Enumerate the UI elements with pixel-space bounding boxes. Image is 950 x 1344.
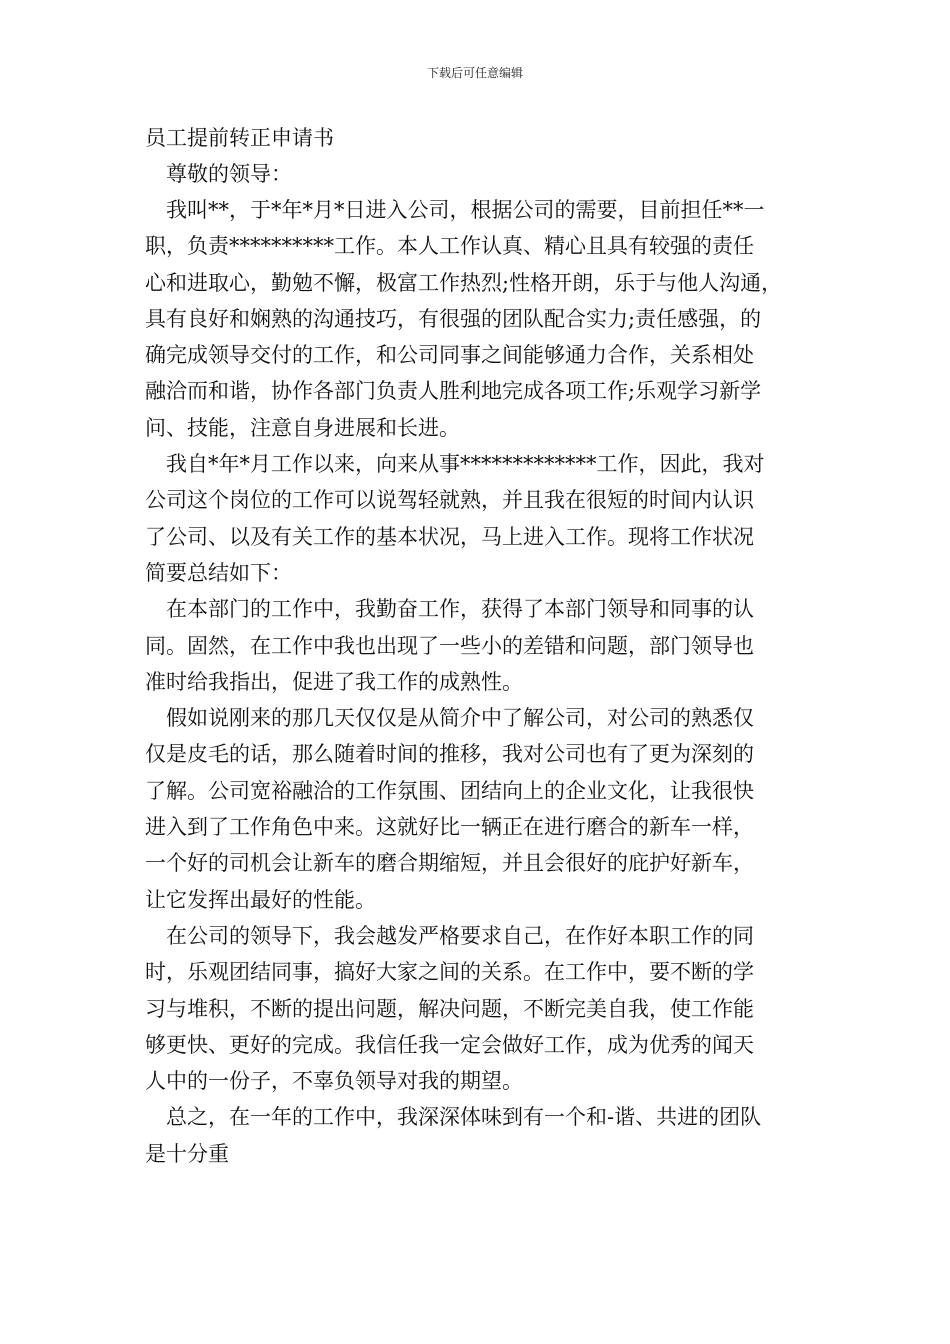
paragraph-line: 在公司的领导下，我会越发严格要求自己，在作好本职工作的同 <box>166 923 754 948</box>
paragraph <box>145 446 825 591</box>
paragraph-line: 我叫**，于*年*月*日进入公司，根据公司的需要，目前担任**一 <box>166 198 765 222</box>
paragraph <box>145 918 825 1099</box>
paragraph <box>145 591 825 700</box>
paragraph-line: 进入到了工作角色中来。这就好比一辆正在进行磨合的新车一样， <box>145 815 754 840</box>
paragraph-line: 我自*年*月工作以来，向来从事*************工作，因此，我对 <box>166 452 765 477</box>
paragraph-line: 让它发挥出最好的性能。 <box>145 887 376 912</box>
paragraph-line: 是十分重 <box>145 1141 229 1166</box>
paragraph-line: 时，乐观团结同事，搞好大家之间的关系。在工作中，要不断的学 <box>145 960 754 985</box>
paragraph-line: 了公司、以及有关工作的基本状况，马上进入工作。现将工作状况 <box>145 524 754 549</box>
paragraph-line: 心和进取心，勤勉不懈，极富工作热烈;性格开朗，乐于与他人沟通， <box>145 270 783 295</box>
paragraph-line: 够更快、更好的完成。我信任我一定会做好工作，成为优秀的闻天 <box>145 1032 754 1057</box>
paragraph-line: 职，负责**********工作。本人工作认真、精心且具有较强的责任 <box>145 234 754 259</box>
paragraph-line: 习与堆积，不断的提出问题，解决问题，不断完美自我，使工作能 <box>145 996 754 1021</box>
paragraph-line: 简要总结如下： <box>145 560 292 585</box>
paragraph-line: 准时给我指出，促进了我工作的成熟性。 <box>145 669 523 694</box>
paragraph-line: 一个好的司机会让新车的磨合期缩短，并且会很好的庇护好新车， <box>145 851 754 876</box>
salutation: 尊敬的领导： <box>166 162 292 186</box>
header-note: 下载后可任意编辑 <box>426 66 523 80</box>
paragraph-line: 同。固然，在工作中我也出现了一些小的差错和问题，部门领导也 <box>145 633 754 658</box>
paragraph <box>145 192 825 446</box>
document-title: 员工提前转正申请书 <box>145 126 334 150</box>
paragraph <box>145 700 825 918</box>
paragraph-line: 公司这个岗位的工作可以说驾轻就熟，并且我在很短的时间内认识 <box>145 488 754 513</box>
paragraph-line: 总之，在一年的工作中，我深深体味到有一个和-谐、共进的团队 <box>166 1105 762 1130</box>
paragraph-line: 仅是皮毛的话，那么随着时间的推移，我对公司也有了更为深刻的 <box>145 742 754 767</box>
document-body <box>145 120 825 1172</box>
paragraph-line: 人中的一份子，不辜负领导对我的期望。 <box>145 1069 523 1094</box>
paragraph-line: 了解。公司宽裕融洽的工作氛围、团结向上的企业文化，让我很快 <box>145 778 754 803</box>
paragraph-line: 假如说刚来的那几天仅仅是从简介中了解公司，对公司的熟悉仅 <box>166 706 754 731</box>
paragraph-line: 具有良好和娴熟的沟通技巧，有很强的团队配合实力;责任感强，的 <box>145 306 762 331</box>
paragraph <box>145 1099 825 1172</box>
paragraph-list <box>145 192 825 1172</box>
paragraph-line: 在本部门的工作中，我勤奋工作，获得了本部门领导和同事的认 <box>166 597 754 622</box>
paragraph-line: 问、技能，注意自身进展和长进。 <box>145 415 460 440</box>
paragraph-line: 确完成领导交付的工作，和公司同事之间能够通力合作，关系相处 <box>145 343 754 368</box>
paragraph-line: 融洽而和谐，协作各部门负责人胜利地完成各项工作;乐观学习新学 <box>145 379 762 404</box>
